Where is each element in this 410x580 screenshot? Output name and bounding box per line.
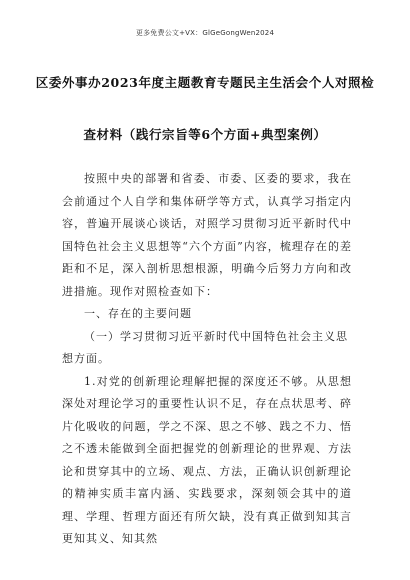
subsection-heading: （一）学习贯彻习近平新时代中国特色社会主义思想方面。 bbox=[62, 329, 348, 365]
section-heading: 一、存在的主要问题 bbox=[84, 307, 192, 320]
header-note: 更多免费公文+VX：GlGeGongWen2024 bbox=[135, 29, 275, 37]
document-title-line-1: 区委外事办2023年度主题教育专题民主生活会个人对照检 bbox=[35, 75, 375, 90]
document-title-line-2: 查材料（践行宗旨等6个方面+典型案例） bbox=[83, 127, 327, 142]
item-paragraph: 1.对党的创新理论理解把握的深度还不够。从思想深处对理论学习的重要性认识不足，存在点状思考、碎片化吸收的问题，学之不深、思之不够、践之不力、悟之不透未能做到全面把握党的创新理论的世界观、方法论和贯穿其中的立场、观点、方法，正确认识创新理论的精神实质丰富内涵、实践要求，深刻领会其中的道理、学理、哲理方面还有所欠缺，没有真正做到知其言更知其义、知其然 bbox=[62, 374, 352, 545]
intro-paragraph: 按照中央的部署和省委、市委、区委的要求，我在会前通过个人自学和集体研学等方式，认真学习指定内容，普遍开展谈心谈话，对照学习贯彻习近平新时代中国特色社会主义思想等“六个方面”内容，梳理存在的差距和不足，深入剖析思想根源，明确今后努力方向和改进措施。现作对照检查如下： bbox=[62, 172, 352, 298]
document-body bbox=[62, 168, 352, 551]
